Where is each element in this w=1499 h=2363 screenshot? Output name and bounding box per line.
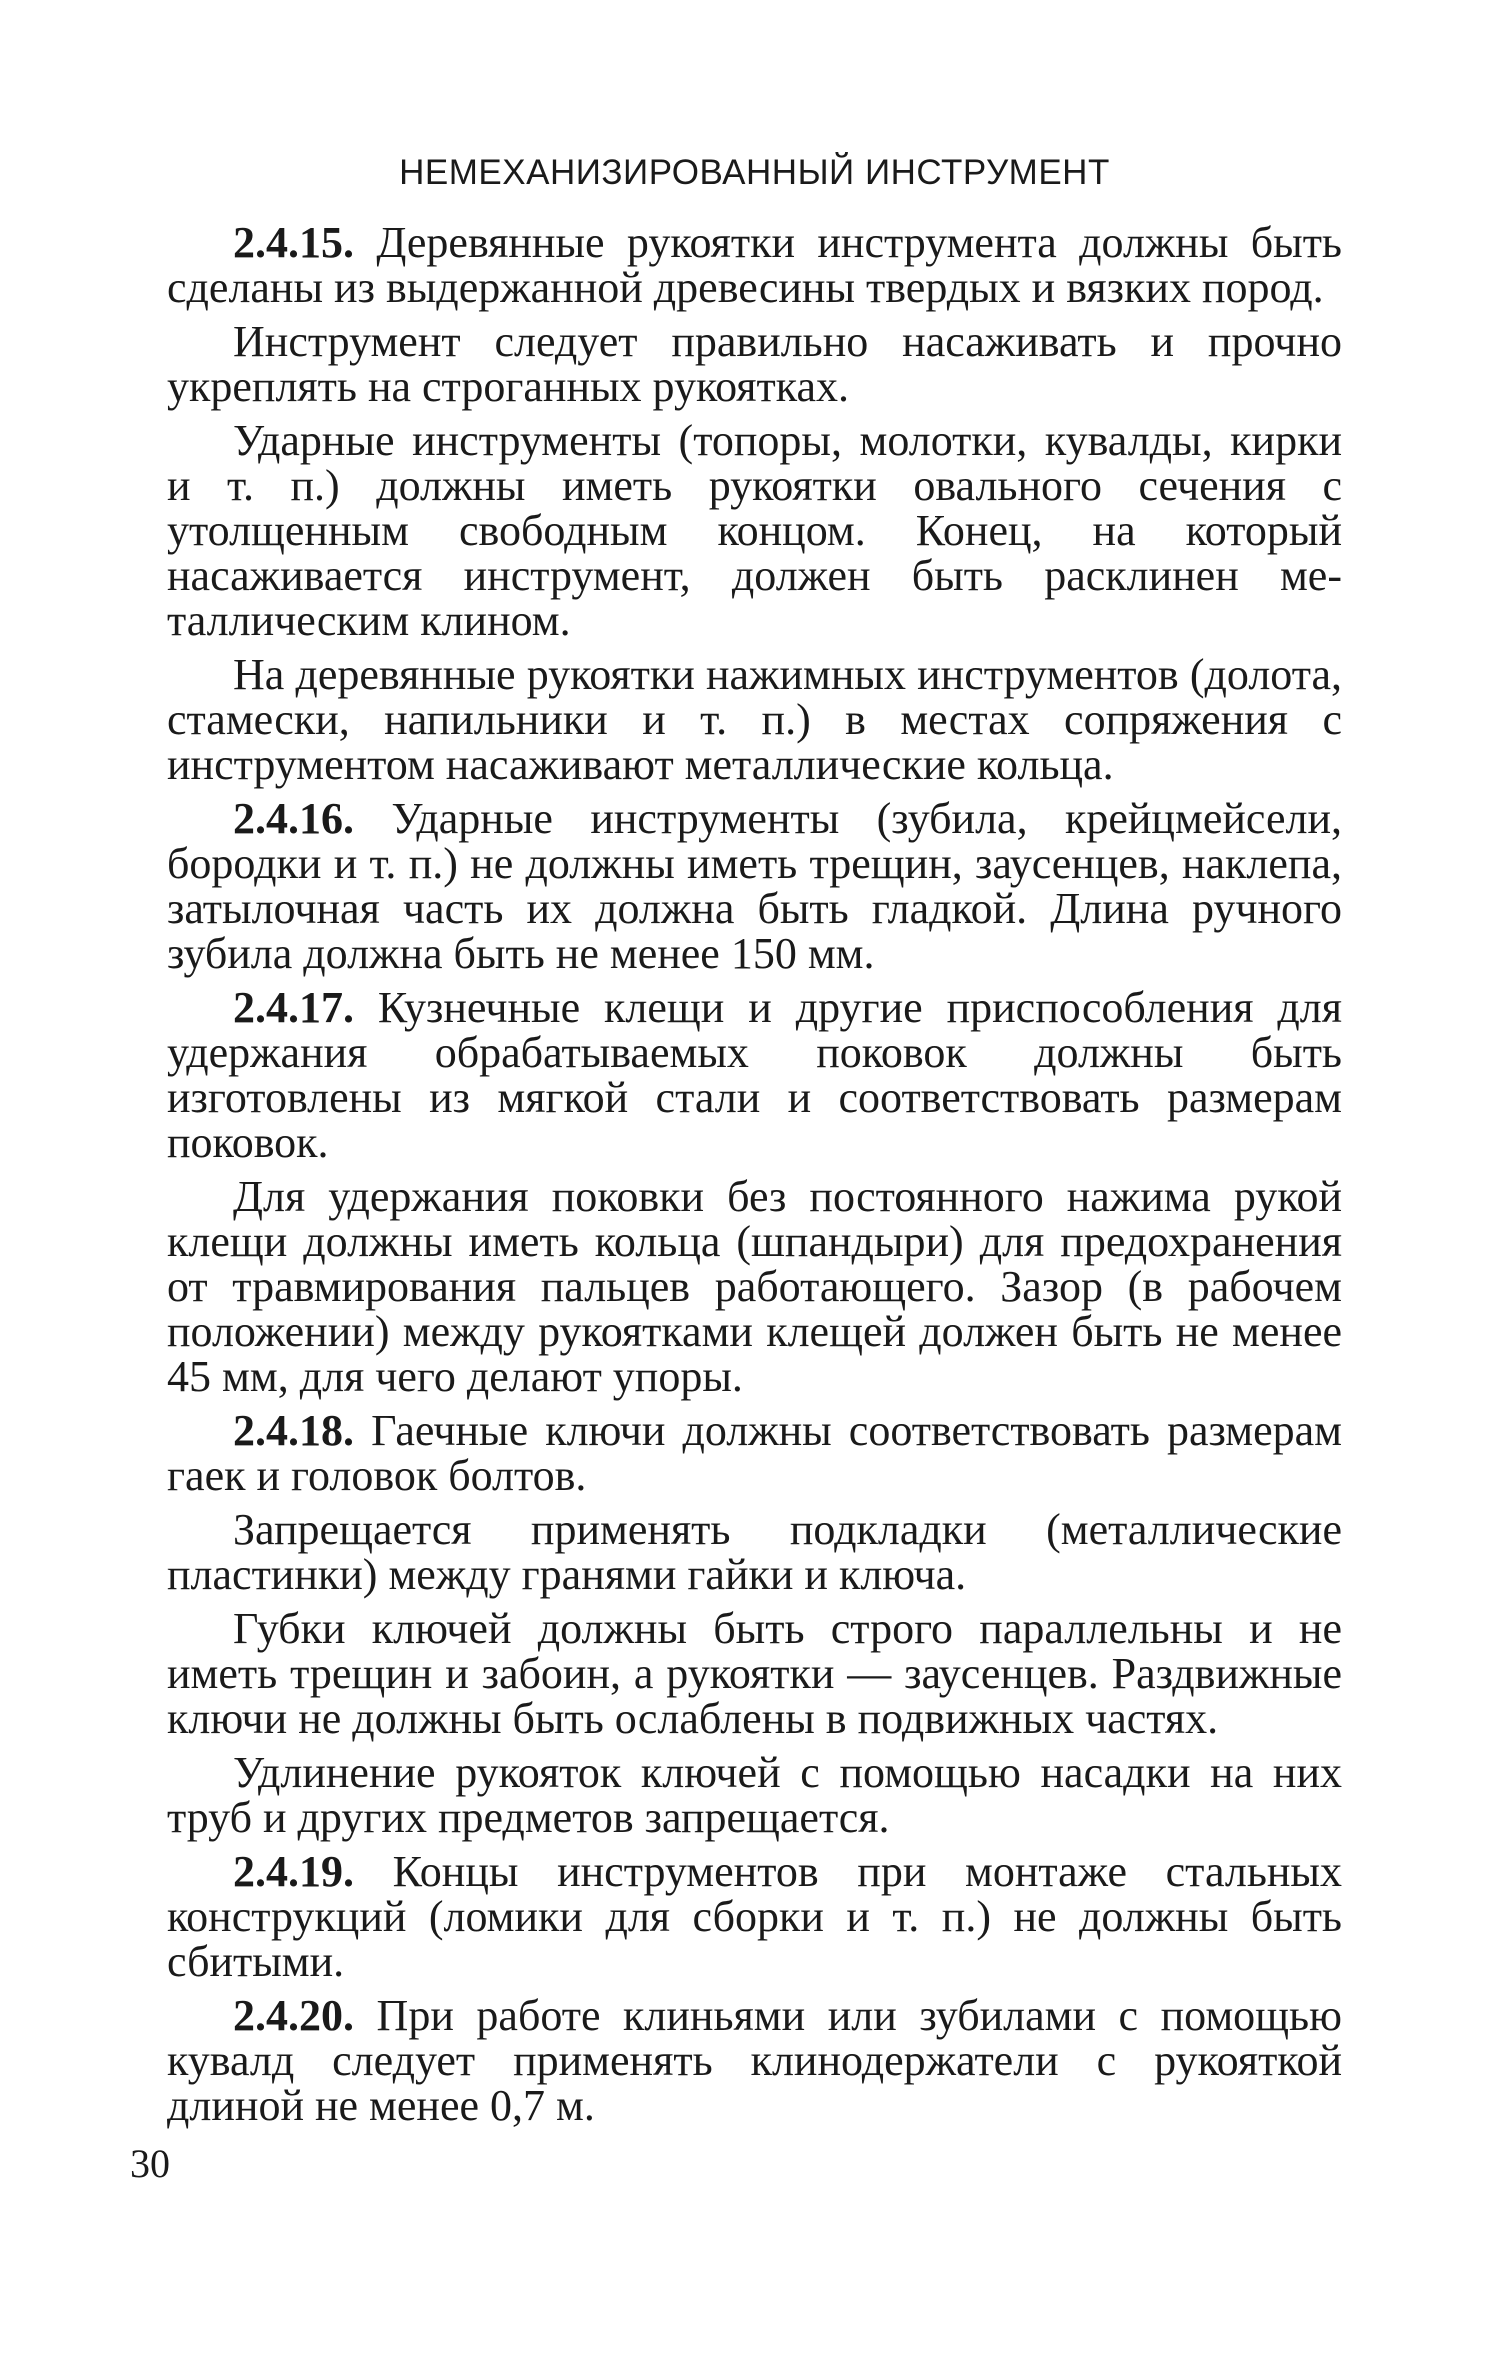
section-number: 2.4.16. (233, 794, 354, 843)
paragraph (167, 319, 1342, 409)
paragraph (167, 1993, 1342, 2128)
paragraph-text: Деревянные рукоятки инструмента должны быть сделаны из выдержанной древесины твердых и вязких пород. (167, 218, 1342, 312)
paragraph-text: Удлинение рукояток ключей с помощью насадки на них труб и других предметов запрещается. (167, 1748, 1342, 1842)
paragraph (167, 796, 1342, 976)
paragraph (167, 1174, 1342, 1399)
paragraph-text: При работе клиньями или зубилами с помощью кувалд следует применять клинодержатели с рукояткой длиной не менее 0,7 м. (167, 1991, 1342, 2130)
paragraph (167, 1606, 1342, 1741)
paragraph-text: Губки ключей должны быть строго параллельны и не иметь трещин и забоин, а рукоятки — заусенцев. Раздвижные ключи не должны быть ослаблены в подвижных частях. (167, 1604, 1342, 1743)
section-number: 2.4.18. (233, 1406, 354, 1455)
section-number: 2.4.17. (233, 983, 354, 1032)
paragraph (167, 220, 1342, 310)
paragraph-text: Ударные инструменты (топоры, молотки, кувалды, кирки и т. п.) должны иметь рукоятки овального сечения с утолщенным свободным концом. Конец, на который насаживается инструмент, должен быть расклинен металлическим клином. (167, 416, 1342, 645)
paragraph (167, 652, 1342, 787)
paragraph-text: Гаечные ключи должны соответствовать размерам гаек и головок болтов. (167, 1406, 1342, 1500)
paragraph-text: Для удержания поковки без постоянного нажима рукой клещи должны иметь кольца (шпандыри) для предохранения от травмирования пальцев работающего. Зазор (в рабочем положении) между рукоятками клещей должен быть не менее 45 мм, для чего делают упоры. (167, 1172, 1342, 1401)
paragraph-text: Инструмент следует правильно насаживать и прочно укреплять на строганных рукоятках. (167, 317, 1342, 411)
paragraph (167, 418, 1342, 643)
body-text (167, 220, 1342, 2137)
section-number: 2.4.15. (233, 218, 354, 267)
paragraph (167, 1750, 1342, 1840)
section-number: 2.4.20. (233, 1991, 354, 2040)
paragraph (167, 1507, 1342, 1597)
paragraph-text: Запрещается применять подкладки (металлические пластинки) между гранями гайки и ключа. (167, 1505, 1342, 1599)
running-head: НЕМЕХАНИЗИРОВАННЫЙ ИНСТРУМЕНТ (399, 153, 1110, 192)
paragraph-text: Ударные инструменты (зубила, крейцмейсели, бородки и т. п.) не должны иметь трещин, заусенцев, наклепа, затылочная часть их должна быть гладкой. Длина ручного зубила должна быть не менее 150 мм. (167, 794, 1342, 978)
paragraph (167, 1408, 1342, 1498)
paragraph (167, 985, 1342, 1165)
paragraph-text: Концы инструментов при монтаже стальных конструкций (ломики для сборки и т. п.) не должны быть сбитыми. (167, 1847, 1342, 1986)
paragraph (167, 1849, 1342, 1984)
paragraph-text: На деревянные рукоятки нажимных инструментов (долота, стамески, напильники и т. п.) в местах сопряжения с инструментом насаживают металлические кольца. (167, 650, 1342, 789)
section-number: 2.4.19. (233, 1847, 354, 1896)
paragraph-text: Кузнечные клещи и другие приспособления для удержания обрабатываемых поковок должны быть изготовлены из мягкой стали и соответствовать размерам поковок. (167, 983, 1342, 1167)
page-number: 30 (130, 2141, 170, 2186)
